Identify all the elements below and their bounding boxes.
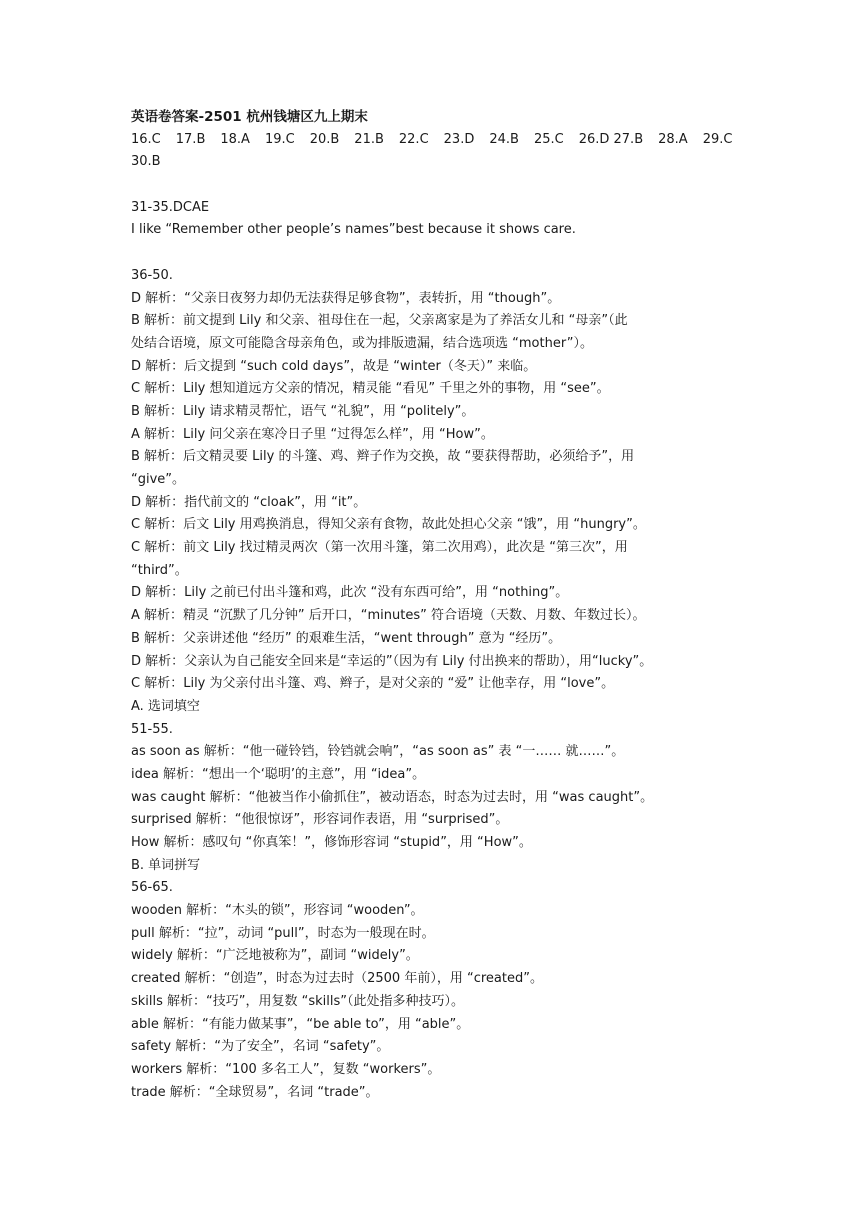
explanation-line: B 解析：前文提到 Lily 和父亲、祖母住在一起，父亲离家是为了养活女儿和 “母亲”（此 [131,313,628,329]
explanation-line: D 解析：Lily 之前已付出斗篷和鸡，此次 “没有东西可给”，用 “nothing”。 [131,585,569,601]
section-a-heading: A. 选词填空 [131,698,200,714]
explanation-line: C 解析：Lily 想知道远方父亲的情况，精灵能 “看见” 千里之外的事物，用 “see”。 [131,381,610,397]
explanation-line: able 解析：“有能力做某事”，“be able to”，用 “able”。 [131,1016,470,1032]
explanation-line: created 解析：“创造”，时态为过去时（2500 年前），用 “created”。 [131,971,543,987]
explanation-line: “third”。 [131,562,188,578]
explanation-line: D 解析：“父亲日夜努力却仍无法获得足够食物”，表转折，用 “though”。 [131,290,561,306]
explanation-line: B 解析：后文精灵要 Lily 的斗篷、鸡、辫子作为交换，故 “要获得帮助，必须给予”，用 [131,449,635,465]
explanation-line: widely 解析：“广泛地被称为”，副词 “widely”。 [131,948,419,964]
explanation-line: C 解析：Lily 为父亲付出斗篷、鸡、辫子，是对父亲的 “爱” 让他幸存，用 “love”。 [131,676,615,692]
blank-line [131,174,743,197]
answer-item: 17.B [175,131,206,147]
answer-item: 25.C [533,131,564,147]
answer-item: 26.D 27.B [578,131,644,147]
explanation-line: wooden 解析：“木头的锁”，形容词 “wooden”。 [131,903,424,919]
section-36-50-heading: 36-50. [131,267,173,283]
section-56-65-explanations [131,900,743,1104]
explanation-line: was caught 解析：“他被当作小偷抓住”，被动语态，时态为过去时，用 “was caught”。 [131,789,654,805]
explanation-line: “give”。 [131,472,186,487]
section-51-55-explanations [131,741,743,854]
section-51-55-heading: 51-55. [131,721,173,737]
explanation-line: trade 解析：“全球贸易”，名词 “trade”。 [131,1084,379,1100]
answer-item: 29.C [702,131,733,147]
answer-item: 18.A [220,131,250,147]
explanation-line: surprised 解析：“他很惊讶”，形容词作表语，用 “surprised”。 [131,812,509,828]
section-b-heading: B. 单词拼写 [131,857,201,873]
answer-item: 24.B [489,131,519,147]
answer-item: 19.C [264,131,295,147]
section-31-35-sentence: I like “Remember other people’s names”best because it shows care. [131,222,576,238]
answer-item: 22.C [398,131,429,147]
blank-line [131,242,743,265]
explanation-line: C 解析：后文 Lily 用鸡换消息，得知父亲有食物，故此处担心父亲 “饿”，用 “hungry”。 [131,517,646,533]
section-31-35-answers: 31-35.DCAE [131,199,210,215]
explanation-line: How 解析：感叹句 “你真笨！”，修饰形容词 “stupid”，用 “How”。 [131,835,532,850]
answer-item: 20.B [309,131,340,147]
section-36-50-explanations [131,288,743,696]
explanation-line: B 解析：父亲讲述他 “经历” 的艰难生活，“went through” 意为 “经历”。 [131,630,562,646]
answer-item: 23.D [443,131,475,147]
answers-row-16-29 [131,129,743,152]
answer-item: 16.C [131,131,161,147]
explanation-line: D 解析：指代前文的 “cloak”，用 “it”。 [131,494,367,510]
explanation-line: safety 解析：“为了安全”，名词 “safety”。 [131,1039,390,1055]
explanation-line: as soon as 解析：“他一碰铃铛，铃铛就会响”，“as soon as” 表 “一…… 就……”。 [131,744,625,760]
explanation-line: A 解析：精灵 “沉默了几分钟” 后开口，“minutes” 符合语境（天数、月数、年数过长）。 [131,608,646,624]
answer-item: 21.B [354,131,384,147]
explanation-line: D 解析：父亲认为自己能安全回来是“幸运的”（因为有 Lily 付出换来的帮助），用“lucky”。 [131,653,653,669]
explanation-line: skills 解析：“技巧”，用复数 “skills”（此处指多种技巧）。 [131,993,465,1009]
explanation-line: 处结合语境，原文可能隐含母亲角色，或为排版遗漏，结合选项选 “mother”）。 [131,335,593,351]
answer-item-30: 30.B [131,154,161,170]
explanation-line: idea 解析：“想出一个‘聪明’的主意”，用 “idea”。 [131,766,426,782]
explanation-line: pull 解析：“拉”，动词 “pull”，时态为一般现在时。 [131,925,435,941]
explanation-line: workers 解析：“100 多名工人”，复数 “workers”。 [131,1061,441,1077]
explanation-line: B 解析：Lily 请求精灵帮忙，语气 “礼貌”，用 “politely”。 [131,403,475,419]
answer-item: 28.A [658,131,688,147]
explanation-line: C 解析：前文 Lily 找过精灵两次（第一次用斗篷，第二次用鸡），此次是 “第三次”，用 [131,540,628,556]
section-56-65-heading: 56-65. [131,880,173,896]
document-title: 英语卷答案-2501 杭州钱塘区九上期末 [131,109,368,125]
explanation-line: A 解析：Lily 问父亲在寒冷日子里 “过得怎么样”，用 “How”。 [131,426,494,442]
answer-document [131,106,743,1104]
explanation-line: D 解析：后文提到 “such cold days”，故是 “winter（冬天）” 来临。 [131,358,537,374]
